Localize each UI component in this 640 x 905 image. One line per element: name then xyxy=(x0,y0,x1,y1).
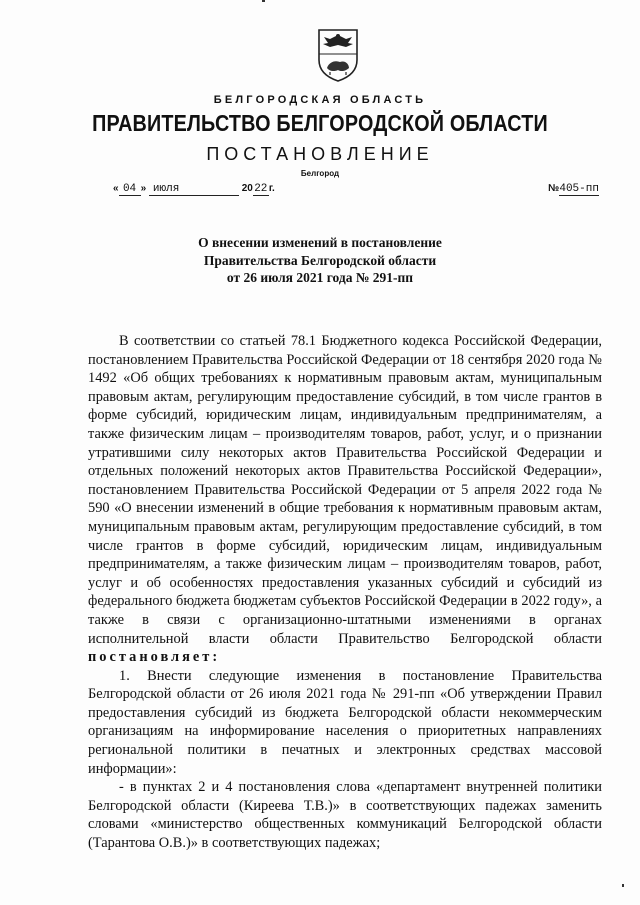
preamble-text: В соответствии со статьей 78.1 Бюджетного кодекса Российской Федерации, постановлением Правительства Российской Федерации от 18 сентября 2020 года № 1492 «Об общих требованиях к нормативным правовым актам, муниципальным правовым актам, регулирующим предоставление субсидий, в том числе грантов в форме субсидий, юридическим лицам, индивидуальным предпринимателям, а также физическим лицам – производителям товаров, работ, услуг, и о признании утратившими силу некоторых актов Правительства Российской Федерации и отдельных положений некоторых актов Правительства Российской Федерации», постановлением Правительства Российской Федерации от 5 апреля 2022 года № 590 «О внесении изменений в общие требования к нормативным правовым актам, муниципальным правовым актам, регулирующим предоставление субсидий, в том числе грантов в форме субсидий, юридическим лицам, индивидуальным предпринимателям, а также физическим лицам – производителям товаров, работ, услуг и об особенностях предоставления указанных субсидий и субсидий из федерального бюджета бюджетам субъектов Российской Федерации в 2022 году», а также в связи с организационно-штатными изменениями в органах исполнительной власти области Правительство Белгородской области xyxy=(88,333,602,647)
scan-speck xyxy=(622,884,624,887)
date-open-quote: « xyxy=(113,183,119,194)
number-value: 405-пп xyxy=(559,183,599,195)
resolves-word: постановляет: xyxy=(88,649,221,666)
date-month: июля xyxy=(149,183,239,196)
scan-speck xyxy=(262,0,265,2)
title-line: Правительства Белгородской области xyxy=(203,252,437,268)
item-1-paragraph: 1. Внести следующие изменения в постановление Правительства Белгородской области от 26 июля 2021 года № 291-пп «Об утверждении Правил предоставления субсидий из бюджета Белгородской области некоммерческим организациям на информирование населения о приоритетных направлениях региональной политики в печатных и электронных средствах массовой информации»: xyxy=(88,667,602,777)
date-field xyxy=(113,183,275,196)
date-day: 04 xyxy=(119,183,141,196)
title-line: О внесении изменений в постановление xyxy=(198,235,442,250)
city-name: Белгород xyxy=(300,169,340,178)
date-year-suffix: 22 xyxy=(254,183,268,195)
number-label: № xyxy=(548,183,560,194)
date-year-mark: г. xyxy=(268,183,275,194)
government-name: ПРАВИТЕЛЬСТВО БЕЛГОРОДСКОЙ ОБЛАСТИ xyxy=(92,110,548,136)
document-title xyxy=(0,234,640,287)
preamble-paragraph xyxy=(88,332,602,667)
item-1-subparagraph: - в пунктах 2 и 4 постановления слова «департамент внутренней политики Белгородской области (Киреева Т.В.)» в соответствующих падежах заменить словами «министерство общественных коммуникаций Белгородской области (Тарантова О.В.)» в соответствующих падежах; xyxy=(88,779,602,852)
region-name: БЕЛГОРОДСКАЯ ОБЛАСТЬ xyxy=(213,94,427,106)
document-type: ПОСТАНОВЛЕНИЕ xyxy=(206,144,434,164)
document-number xyxy=(548,183,599,196)
date-year-prefix: 20 xyxy=(241,183,253,194)
date-close-quote: » xyxy=(140,183,147,194)
document-body xyxy=(88,332,602,853)
title-line: от 26 июля 2021 года № 291-пп xyxy=(226,270,414,285)
coat-of-arms-emblem xyxy=(316,26,360,82)
